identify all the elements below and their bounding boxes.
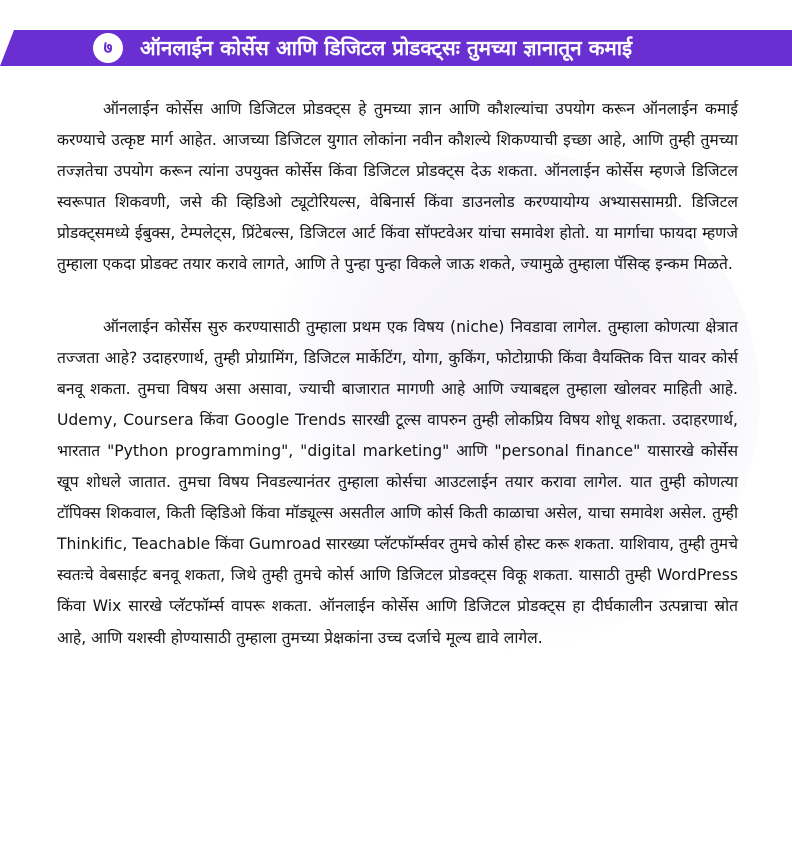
section-title: ऑनलाईन कोर्सेस आणि डिजिटल प्रोडक्ट्सः तुमच्या ज्ञानातून कमाई bbox=[140, 36, 633, 60]
paragraph-intro: ऑनलाईन कोर्सेस आणि डिजिटल प्रोडक्ट्स हे तुमच्या ज्ञान आणि कौशल्यांचा उपयोग करून ऑनलाईन कमाई करण्याचे उत्कृष्ट मार्ग आहेत. आजच्या डिजिटल युगात लोकांना नवीन कौशल्ये शिकण्याची इच्छा आहे, आणि तुम्ही तुमच्या तज्ज्ञतेचा उपयोग करून त्यांना उपयुक्त कोर्सेस किंवा डिजिटल प्रोडक्ट्स देऊ शकता. ऑनलाईन कोर्सेस म्हणजे डिजिटल स्वरूपात शिकवणी, जसे की व्हिडिओ ट्यूटोरियल्स, वेबिनार्स किंवा डाउनलोड करण्यायोग्य अभ्याससामग्री. डिजिटल प्रोडक्ट्समध्ये ईबुक्स, टेम्पलेट्स, प्रिंटेबल्स, डिजिटल आर्ट किंवा सॉफ्टवेअर यांचा समावेश होतो. या मार्गाचा फायदा म्हणजे तुम्हाला एकदा प्रोडक्ट तयार करावे लागते, आणि ते पुन्हा पुन्हा विकले जाऊ शकते, ज्यामुळे तुम्हाला पॅसिव्ह इन्कम मिळते. bbox=[57, 100, 738, 274]
article-body bbox=[57, 94, 738, 654]
section-number-badge: ७ bbox=[93, 33, 123, 63]
header-corner-notch bbox=[0, 30, 14, 66]
paragraph-getting-started: ऑनलाईन कोर्सेस सुरु करण्यासाठी तुम्हाला प्रथम एक विषय (niche) निवडावा लागेल. तुम्हाला कोणत्या क्षेत्रात तज्जता आहे? उदाहरणार्थ, तुम्ही प्रोग्रामिंग, डिजिटल मार्केटिंग, योगा, कुकिंग, फोटोग्राफी किंवा वैयक्तिक वित्त यावर कोर्स बनवू शकता. तुमचा विषय असा असावा, ज्याची बाजारात मागणी आहे आणि ज्याबद्दल तुम्हाला खोलवर माहिती आहे. Udemy, Coursera किंवा Google Trends सारखी टूल्स वापरुन तुम्ही लोकप्रिय विषय शोधू शकता. उदाहरणार्थ, भारतात "Python programming", "digital marketing" आणि "personal finance" यासारखे कोर्सेस खूप शोधले जातात. तुमचा विषय निवडल्यानंतर तुम्हाला कोर्सचा आउटलाईन तयार करावा लागेल. यात तुम्ही कोणत्या टॉपिक्स शिकवाल, किती व्हिडिओ किंवा मॉड्यूल्स असतील आणि कोर्स किती काळाचा असेल, याचा समावेश असेल. तुम्ही Thinkific, Teachable किंवा Gumroad सारख्या प्लॅटफॉर्म्सवर तुमचे कोर्स होस्ट करू शकता. याशिवाय, तुम्ही तुमचे स्वतःचे वेबसाईट बनवू शकता, जिथे तुम्ही तुमचे कोर्स आणि डिजिटल प्रोडक्ट्स विकू शकता. यासाठी तुम्ही WordPress किंवा Wix सारखे प्लॅटफॉर्म्स वापरू शकता. ऑनलाईन कोर्सेस आणि डिजिटल प्रोडक्ट्स हा दीर्घकालीन उत्पन्नाचा स्रोत आहे, आणि यशस्वी होण्यासाठी तुम्हाला तुमच्या प्रेक्षकांना उच्च दर्जाचे मूल्य द्यावे लागेल. bbox=[57, 317, 738, 647]
